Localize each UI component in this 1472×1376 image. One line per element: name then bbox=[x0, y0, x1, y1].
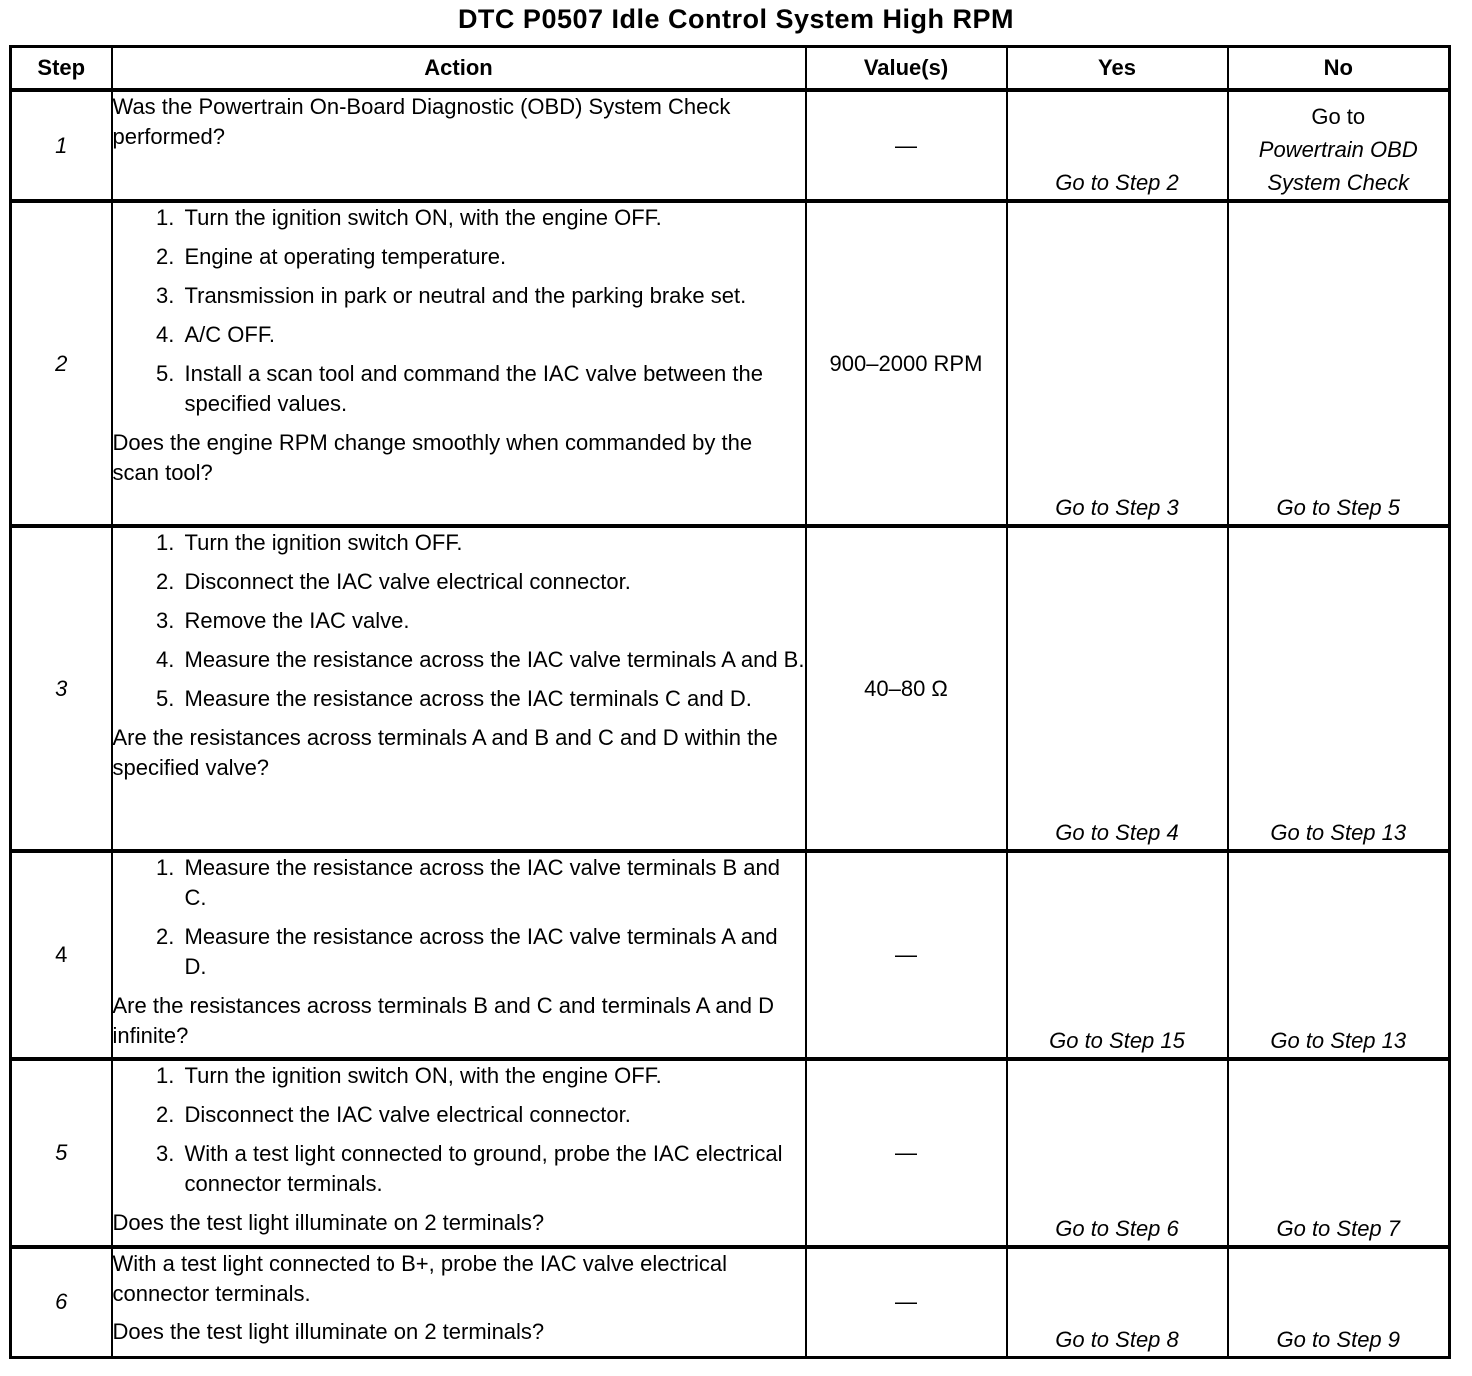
step-number: 6 bbox=[11, 1247, 112, 1357]
action-text: Was the Powertrain On-Board Diagnostic (OBD) System Check performed? bbox=[112, 94, 731, 149]
action-step-list bbox=[113, 1061, 805, 1199]
table-row bbox=[11, 1059, 1450, 1247]
header-values: Value(s) bbox=[806, 47, 1007, 91]
value-cell: — bbox=[806, 1247, 1007, 1357]
no-cell: Go to Step 13 bbox=[1228, 526, 1450, 851]
action-cell bbox=[112, 851, 806, 1059]
action-step-list bbox=[113, 528, 805, 714]
action-step: 5. Install a scan tool and command the IAC valve between the specified values. bbox=[181, 359, 805, 419]
action-step: 2. Measure the resistance across the IAC valve terminals A and D. bbox=[181, 922, 805, 982]
table-row bbox=[11, 90, 1450, 201]
value-cell: — bbox=[806, 1059, 1007, 1247]
action-step: 3. With a test light connected to ground, probe the IAC electrical connector terminals. bbox=[181, 1139, 805, 1199]
yes-cell: Go to Step 2 bbox=[1007, 90, 1228, 201]
no-cell: Go to Step 13 bbox=[1228, 851, 1450, 1059]
yes-cell: Go to Step 8 bbox=[1007, 1247, 1228, 1357]
action-step: 1. Turn the ignition switch ON, with the engine OFF. bbox=[181, 203, 805, 233]
no-cell bbox=[1228, 90, 1450, 201]
no-cell: Go to Step 7 bbox=[1228, 1059, 1450, 1247]
action-question: Does the test light illuminate on 2 terminals? bbox=[112, 1319, 545, 1344]
action-question: Are the resistances across terminals A and B and C and D within the specified valve? bbox=[112, 725, 778, 780]
action-step: 2. Engine at operating temperature. bbox=[181, 242, 805, 272]
step-number: 4 bbox=[11, 851, 112, 1059]
header-action: Action bbox=[112, 47, 806, 91]
no-cell: Go to Step 9 bbox=[1228, 1247, 1450, 1357]
action-step: 1. Turn the ignition switch ON, with the engine OFF. bbox=[181, 1061, 805, 1091]
no-cell: Go to Step 5 bbox=[1228, 201, 1450, 526]
action-cell bbox=[112, 1059, 806, 1247]
table-row bbox=[11, 526, 1450, 851]
diagnostic-table bbox=[9, 45, 1451, 1359]
table-row bbox=[11, 1247, 1450, 1357]
table-row bbox=[11, 851, 1450, 1059]
value-cell: 40–80 Ω bbox=[806, 526, 1007, 851]
page-title: DTC P0507 Idle Control System High RPM bbox=[457, 4, 1015, 34]
action-step: 4. Measure the resistance across the IAC valve terminals A and B. bbox=[181, 645, 805, 675]
action-step: 1. Turn the ignition switch OFF. bbox=[181, 528, 805, 558]
step-number: 1 bbox=[11, 90, 112, 201]
yes-cell: Go to Step 4 bbox=[1007, 526, 1228, 851]
action-step: 3. Remove the IAC valve. bbox=[181, 606, 805, 636]
action-step: 4. A/C OFF. bbox=[181, 320, 805, 350]
action-step: 3. Transmission in park or neutral and the parking brake set. bbox=[181, 281, 805, 311]
header-yes: Yes bbox=[1007, 47, 1228, 91]
value-cell: 900–2000 RPM bbox=[806, 201, 1007, 526]
action-text: With a test light connected to B+, probe the IAC valve electrical connector terminals. bbox=[112, 1251, 727, 1306]
action-step-list bbox=[113, 203, 805, 419]
yes-cell: Go to Step 3 bbox=[1007, 201, 1228, 526]
value-cell: — bbox=[806, 90, 1007, 201]
table-row bbox=[11, 201, 1450, 526]
action-step: 1. Measure the resistance across the IAC valve terminals B and C. bbox=[181, 853, 805, 913]
step-number: 3 bbox=[11, 526, 112, 851]
step-number: 2 bbox=[11, 201, 112, 526]
action-step: 2. Disconnect the IAC valve electrical connector. bbox=[181, 1100, 805, 1130]
action-step-list bbox=[113, 853, 805, 982]
step-number: 5 bbox=[11, 1059, 112, 1247]
header-no: No bbox=[1228, 47, 1450, 91]
action-cell bbox=[112, 526, 806, 851]
action-step: 2. Disconnect the IAC valve electrical connector. bbox=[181, 567, 805, 597]
header-step: Step bbox=[11, 47, 112, 91]
action-cell bbox=[112, 201, 806, 526]
action-cell bbox=[112, 1247, 806, 1357]
action-step: 5. Measure the resistance across the IAC terminals C and D. bbox=[181, 684, 805, 714]
yes-cell: Go to Step 15 bbox=[1007, 851, 1228, 1059]
no-target: Powertrain OBD System Check bbox=[1258, 137, 1418, 195]
yes-cell: Go to Step 6 bbox=[1007, 1059, 1228, 1247]
action-cell bbox=[112, 90, 806, 201]
value-cell: — bbox=[806, 851, 1007, 1059]
no-go-to-prefix: Go to bbox=[1311, 104, 1366, 129]
table-header-row bbox=[11, 47, 1450, 91]
action-question: Does the test light illuminate on 2 terminals? bbox=[112, 1210, 545, 1235]
action-question: Does the engine RPM change smoothly when commanded by the scan tool? bbox=[112, 430, 753, 485]
action-question: Are the resistances across terminals B and C and terminals A and D infinite? bbox=[112, 993, 775, 1048]
